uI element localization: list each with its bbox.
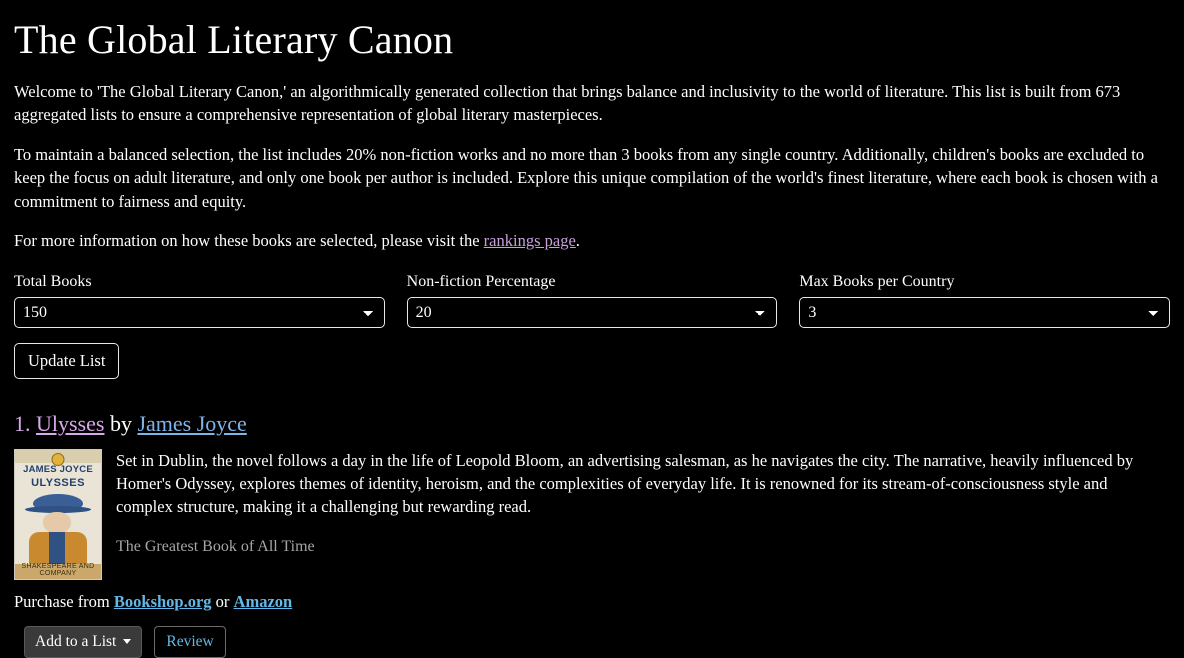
book-entry <box>14 411 1170 658</box>
cover-coat-shape <box>49 532 65 566</box>
rankings-text-prefix: For more information on how these books are selected, please visit the <box>14 231 484 251</box>
intro-paragraph-1: Welcome to 'The Global Literary Canon,' an algorithmically generated collection that brings balance and inclusivity to the world of literature. This list is built from 673 aggregated lists to ensure a comprehensive representation of global literary masterpieces. <box>14 82 1121 125</box>
control-max-books-per-country <box>799 273 1170 328</box>
book-author-link[interactable]: James Joyce <box>137 410 247 436</box>
book-text-column <box>116 449 1156 556</box>
book-heading <box>14 411 1170 437</box>
rankings-page-link[interactable]: rankings page <box>483 231 576 251</box>
purchase-separator: or <box>211 591 234 611</box>
select-nonfiction-percentage[interactable] <box>407 297 778 328</box>
label-total-books: Total Books <box>14 272 92 290</box>
book-note: The Greatest Book of All Time <box>116 538 315 556</box>
book-by-text: by <box>109 410 132 436</box>
review-button[interactable]: Review <box>154 626 225 658</box>
chevron-down-icon <box>123 639 131 644</box>
control-total-books <box>14 273 385 328</box>
label-nonfiction-percentage: Non-fiction Percentage <box>406 272 556 290</box>
book-title-link[interactable]: Ulysses <box>36 410 105 436</box>
label-max-books-per-country: Max Books per Country <box>799 272 955 290</box>
control-nonfiction-percentage <box>407 273 778 328</box>
filter-controls <box>14 273 1170 328</box>
update-list-button[interactable]: Update List <box>14 343 119 379</box>
cover-author-line: JAMES JOYCE <box>23 463 93 475</box>
book-actions <box>14 626 1170 658</box>
rankings-text-suffix: . <box>575 231 580 251</box>
select-total-books[interactable] <box>14 297 385 328</box>
cover-artwork <box>23 492 93 563</box>
book-body <box>14 449 1170 580</box>
page-title: The Global Literary Canon <box>14 17 454 62</box>
intro-paragraph-3 <box>14 229 1170 252</box>
add-to-list-button[interactable] <box>24 626 142 658</box>
cover-face-shape <box>43 512 71 534</box>
select-max-books-per-country[interactable] <box>799 297 1170 328</box>
purchase-line <box>14 592 1170 612</box>
book-rank: 1. <box>14 410 31 436</box>
add-to-list-label: Add to a List <box>35 632 117 650</box>
purchase-prefix: Purchase from <box>14 591 114 611</box>
amazon-link[interactable]: Amazon <box>233 591 293 611</box>
intro-paragraph-2: To maintain a balanced selection, the list includes 20% non-fiction works and no more than 3 books from any single country. Additionally, children's books are excluded to keep the focus on adult literature, and only one book per author is included. Explore this unique compilation of the world's finest literature, where each book is chosen with a commitment to fairness and equity. <box>14 144 1158 211</box>
cover-footer-line: SHAKESPEARE AND COMPANY <box>21 562 95 577</box>
book-cover-image[interactable] <box>14 449 102 580</box>
bookshop-link[interactable]: Bookshop.org <box>113 591 212 611</box>
book-description: Set in Dublin, the novel follows a day in the life of Leopold Bloom, an advertising salesman, as he navigates the city. The narrative, heavily influenced by Homer's Odyssey, explores themes of identity, heroism, and the complexities of everyday life. It is renowned for its stream-of-consciousness style and complex structure, making it a challenging but rewarding read. <box>116 450 1134 517</box>
cover-title-line: ULYSSES <box>31 476 85 489</box>
